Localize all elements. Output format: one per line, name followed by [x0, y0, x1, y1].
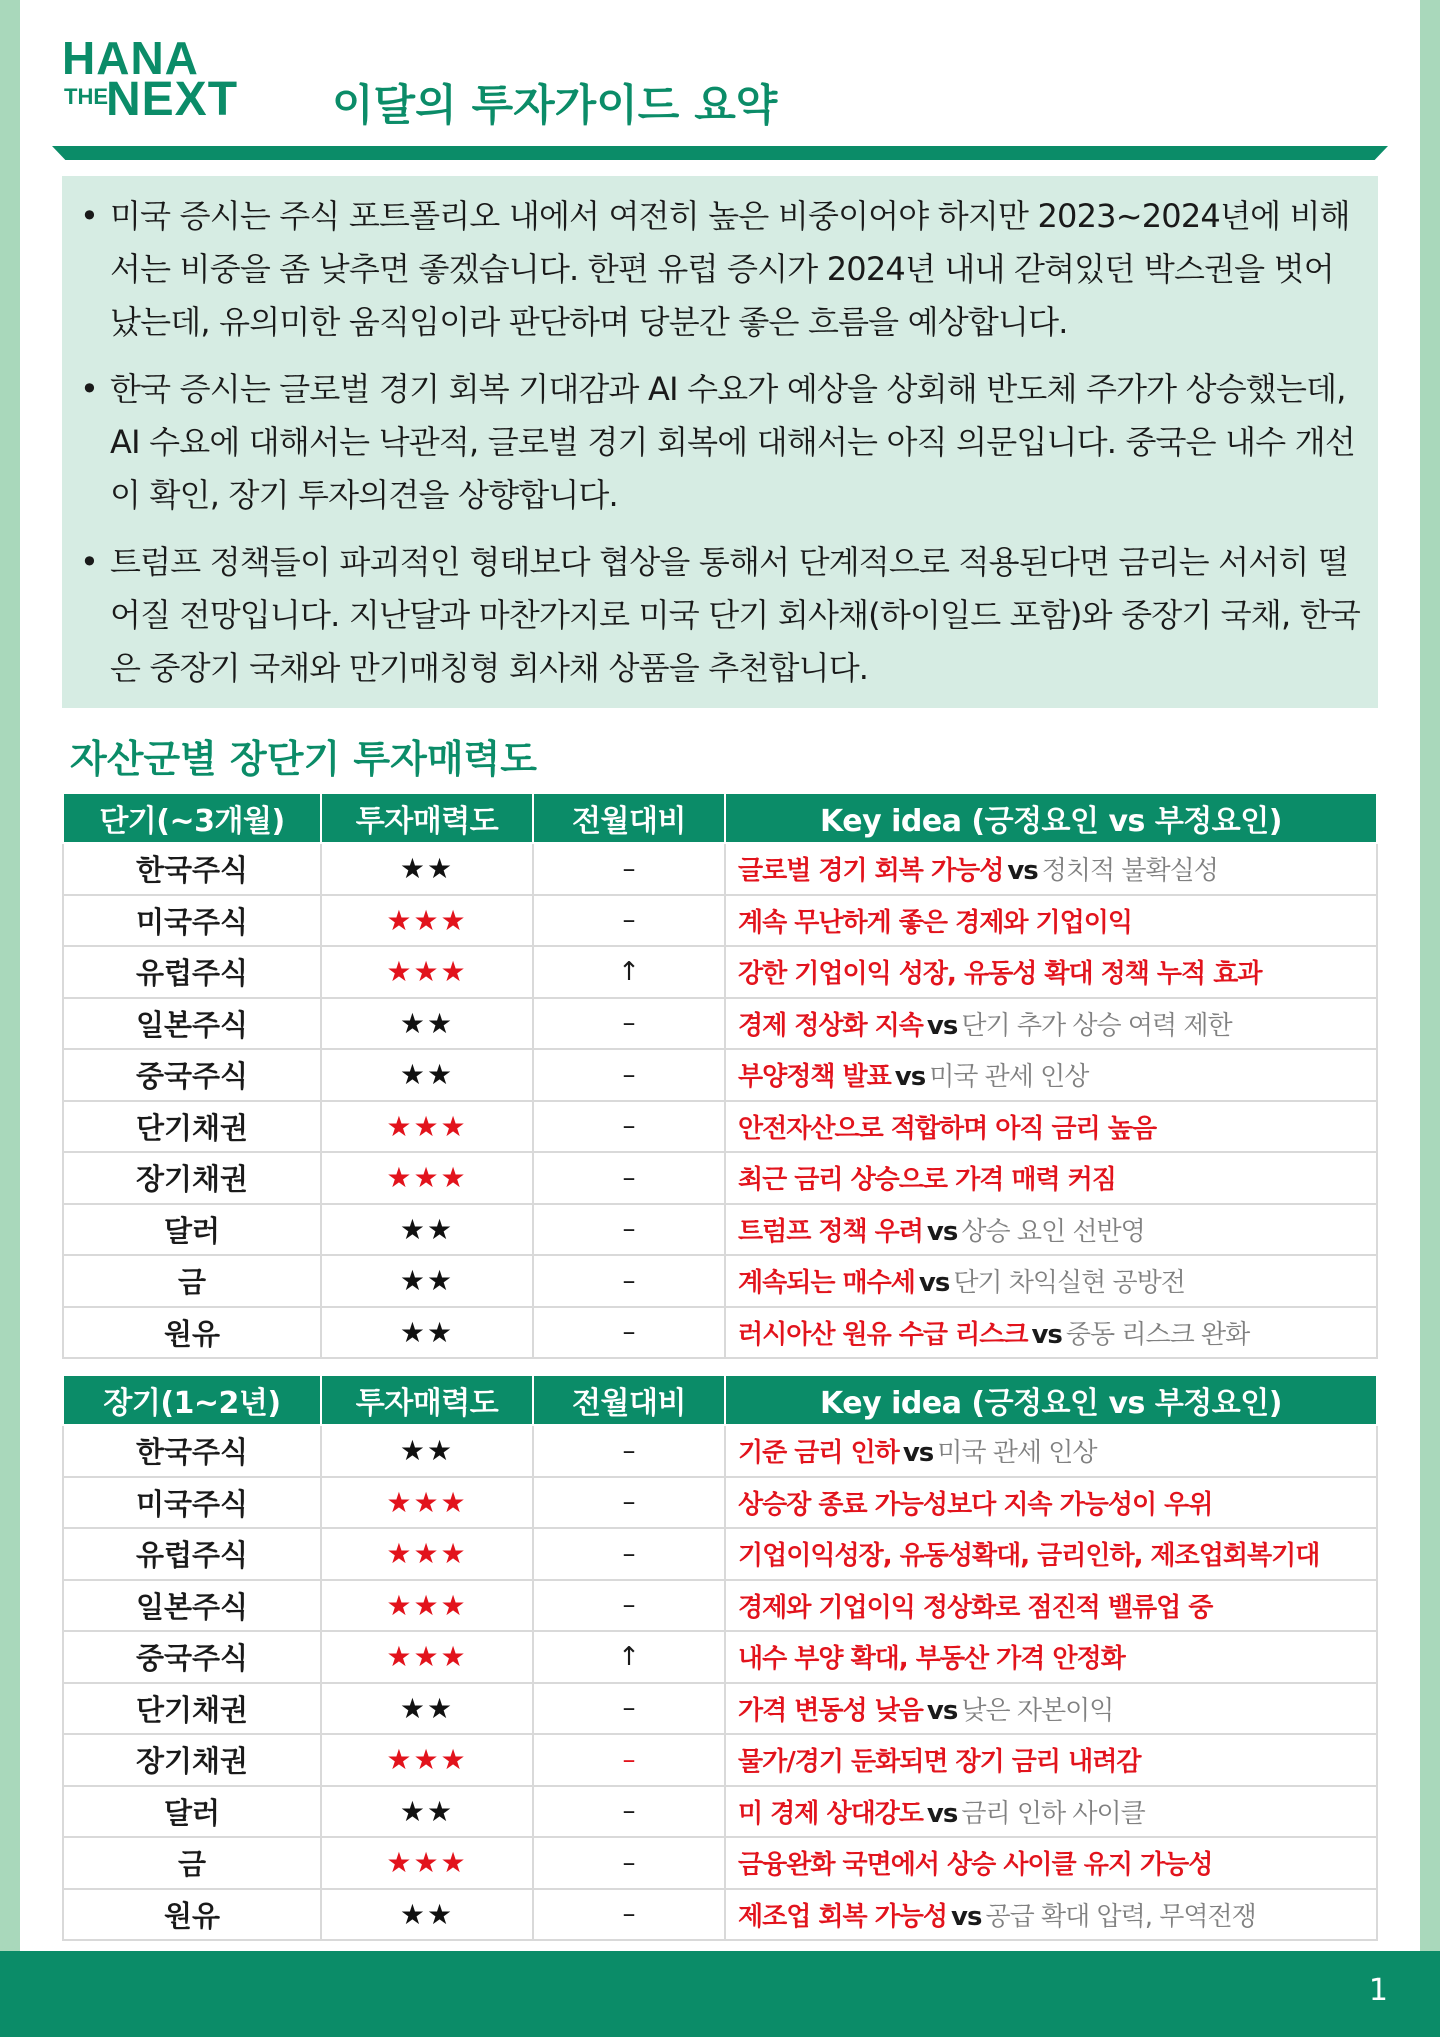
asset-name: 원유: [63, 1889, 321, 1941]
negative-factor: 금리 인하 사이클: [961, 1798, 1145, 1829]
versus-label: vs: [926, 1216, 958, 1247]
month-change: –: [533, 1528, 725, 1580]
month-change: –: [533, 1734, 725, 1786]
column-header-attractiveness: 투자매력도: [321, 793, 533, 843]
table-row: [63, 1837, 1377, 1889]
versus-label: vs: [951, 1901, 982, 1932]
negative-factor: 공급 확대 압력, 무역전쟁: [985, 1901, 1256, 1932]
column-header-key-idea: Key idea (긍정요인 vs 부정요인): [725, 1375, 1377, 1425]
versus-label: vs: [926, 1010, 958, 1041]
asset-name: 일본주식: [63, 998, 321, 1050]
asset-name: 중국주식: [63, 1049, 321, 1101]
table-header-row: [63, 793, 1377, 843]
asset-name: 장기채권: [63, 1152, 321, 1204]
rating-stars: ★★: [321, 1204, 533, 1256]
month-change: –: [533, 1425, 725, 1477]
rating-stars: ★★: [321, 1255, 533, 1307]
table-row: [63, 1631, 1377, 1683]
rating-stars: ★★: [321, 1889, 533, 1941]
month-change: –: [533, 1477, 725, 1529]
asset-name: 금: [63, 1255, 321, 1307]
table-row: [63, 946, 1377, 998]
month-change: –: [533, 1786, 725, 1838]
short-term-table: [62, 792, 1378, 1359]
asset-name: 한국주식: [63, 1425, 321, 1477]
asset-name: 단기채권: [63, 1683, 321, 1735]
month-change: ↑: [533, 1631, 725, 1683]
negative-factor: 미국 관세 인상: [937, 1438, 1097, 1469]
footer-bar: [0, 1951, 1440, 2037]
positive-factor: 계속 무난하게 좋은 경제와 기업이익: [738, 907, 1132, 938]
negative-factor: 단기 차익실현 공방전: [953, 1268, 1185, 1299]
versus-label: vs: [894, 1062, 926, 1093]
asset-name: 유럽주식: [63, 1528, 321, 1580]
asset-name: 장기채권: [63, 1734, 321, 1786]
table-header-row: [63, 1375, 1377, 1425]
key-idea: [725, 1152, 1377, 1204]
rating-stars: ★★★: [321, 1734, 533, 1786]
hana-the-next-logo: [62, 34, 277, 124]
positive-factor: 가격 변동성 낮음: [738, 1695, 923, 1726]
page-title: 이달의 투자가이드 요약: [332, 81, 778, 131]
table-row: [63, 1580, 1377, 1632]
key-idea: [725, 1683, 1377, 1735]
key-idea: [725, 1307, 1377, 1359]
versus-label: vs: [1031, 1319, 1062, 1350]
table-row: [63, 998, 1377, 1050]
positive-factor: 기업이익성장, 유동성확대, 금리인하, 제조업회복기대: [738, 1541, 1320, 1572]
negative-factor: 중동 리스크 완화: [1065, 1319, 1250, 1350]
column-header-change: 전월대비: [533, 793, 725, 843]
versus-label: vs: [926, 1798, 958, 1829]
key-idea: [725, 1255, 1377, 1307]
positive-factor: 부양정책 발표: [738, 1062, 891, 1093]
key-idea: [725, 998, 1377, 1050]
month-change: –: [533, 1101, 725, 1153]
table-row: [63, 1049, 1377, 1101]
rating-stars: ★★: [321, 1307, 533, 1359]
asset-name: 한국주식: [63, 843, 321, 895]
key-idea: [725, 895, 1377, 947]
long-term-table: [62, 1374, 1378, 1941]
asset-name: 원유: [63, 1307, 321, 1359]
key-idea: [725, 946, 1377, 998]
table-row: [63, 1528, 1377, 1580]
rating-stars: ★★★: [321, 1631, 533, 1683]
asset-name: 단기채권: [63, 1101, 321, 1153]
table-row: [63, 895, 1377, 947]
positive-factor: 경제와 기업이익 정상화로 점진적 밸류업 중: [738, 1592, 1213, 1623]
rating-stars: ★★: [321, 998, 533, 1050]
rating-stars: ★★★: [321, 1580, 533, 1632]
title-divider-bar: [52, 146, 1388, 160]
negative-factor: 정치적 불확실성: [1041, 856, 1218, 887]
summary-bullet: [74, 190, 1362, 349]
positive-factor: 기준 금리 인하: [738, 1438, 899, 1469]
asset-name: 일본주식: [63, 1580, 321, 1632]
bullet-dot-icon: •: [80, 543, 99, 581]
asset-name: 금: [63, 1837, 321, 1889]
versus-label: vs: [918, 1268, 950, 1299]
month-change: –: [533, 1307, 725, 1359]
negative-factor: 낮은 자본이익: [961, 1695, 1114, 1726]
rating-stars: ★★★: [321, 1528, 533, 1580]
month-change: –: [533, 998, 725, 1050]
asset-name: 미국주식: [63, 1477, 321, 1529]
table-row: [63, 1683, 1377, 1735]
negative-factor: 단기 추가 상승 여력 제한: [961, 1010, 1232, 1041]
positive-factor: 강한 기업이익 성장, 유동성 확대 정책 누적 효과: [738, 959, 1262, 990]
month-change: –: [533, 1889, 725, 1941]
asset-name: 달러: [63, 1786, 321, 1838]
positive-factor: 내수 부양 확대, 부동산 가격 안정화: [738, 1644, 1125, 1675]
positive-factor: 미 경제 상대강도: [738, 1798, 923, 1829]
key-idea: [725, 1528, 1377, 1580]
rating-stars: ★★: [321, 1683, 533, 1735]
rating-stars: ★★★: [321, 1152, 533, 1204]
summary-list: [74, 190, 1362, 695]
column-header-attractiveness: 투자매력도: [321, 1375, 533, 1425]
table-row: [63, 1425, 1377, 1477]
positive-factor: 글로벌 경기 회복 가능성: [738, 856, 1004, 887]
month-change: –: [533, 843, 725, 895]
page-number: 1: [1368, 1973, 1388, 2008]
key-idea: [725, 843, 1377, 895]
bullet-dot-icon: •: [80, 370, 99, 408]
key-idea: [725, 1889, 1377, 1941]
rating-stars: ★★★: [321, 1101, 533, 1153]
asset-name: 유럽주식: [63, 946, 321, 998]
logo-the: THE: [64, 84, 108, 109]
table-row: [63, 1786, 1377, 1838]
month-change: –: [533, 1204, 725, 1256]
column-header-key-idea: Key idea (긍정요인 vs 부정요인): [725, 793, 1377, 843]
negative-factor: 상승 요인 선반영: [961, 1216, 1145, 1247]
summary-panel: [62, 176, 1378, 708]
versus-label: vs: [926, 1695, 958, 1726]
rating-stars: ★★★: [321, 895, 533, 947]
rating-stars: ★★: [321, 1786, 533, 1838]
key-idea: [725, 1631, 1377, 1683]
table-row: [63, 1152, 1377, 1204]
key-idea: [725, 1477, 1377, 1529]
positive-factor: 상승장 종료 가능성보다 지속 가능성이 우위: [738, 1489, 1213, 1520]
versus-label: vs: [902, 1438, 934, 1469]
positive-factor: 트럼프 정책 우려: [738, 1216, 923, 1247]
summary-text: 한국 증시는 글로벌 경기 회복 기대감과 AI 수요가 예상을 상회해 반도체 주가가 상승했는데, AI 수요에 대해서는 낙관적, 글로벌 경기 회복에 대해서는 아직 의문입니다. 중국은 내수 개선이 확인, 장기 투자의견을 상향합니다.: [110, 370, 1355, 514]
key-idea: [725, 1101, 1377, 1153]
table-row: [63, 1734, 1377, 1786]
negative-factor: 미국 관세 인상: [929, 1062, 1089, 1093]
table-row: [63, 1307, 1377, 1359]
logo-hana: HANA: [62, 32, 199, 84]
table-row: [63, 843, 1377, 895]
month-change: –: [533, 1683, 725, 1735]
column-header-period: 장기(1~2년): [63, 1375, 321, 1425]
month-change: –: [533, 1580, 725, 1632]
table-row: [63, 1101, 1377, 1153]
positive-factor: 물가/경기 둔화되면 장기 금리 내려감: [738, 1747, 1141, 1778]
summary-bullet: [74, 536, 1362, 695]
positive-factor: 제조업 회복 가능성: [738, 1901, 948, 1932]
bullet-dot-icon: •: [80, 197, 99, 235]
table-row: [63, 1204, 1377, 1256]
logo-next: NEXT: [106, 73, 239, 126]
key-idea: [725, 1580, 1377, 1632]
asset-name: 미국주식: [63, 895, 321, 947]
key-idea: [725, 1425, 1377, 1477]
month-change: –: [533, 1255, 725, 1307]
positive-factor: 안전자산으로 적합하며 아직 금리 높음: [738, 1113, 1157, 1144]
rating-stars: ★★★: [321, 1477, 533, 1529]
column-header-change: 전월대비: [533, 1375, 725, 1425]
positive-factor: 계속되는 매수세: [738, 1268, 915, 1299]
rating-stars: ★★★: [321, 946, 533, 998]
key-idea: [725, 1734, 1377, 1786]
summary-text: 미국 증시는 주식 포트폴리오 내에서 여전히 높은 비중이어야 하지만 2023~2024년에 비해서는 비중을 좀 낮추면 좋겠습니다. 한편 유럽 증시가 2024년 내내 갇혀있던 박스권을 벗어났는데, 유의미한 움직임이라 판단하며 당분간 좋은 흐름을 예상합니다.: [110, 197, 1350, 341]
month-change: –: [533, 1837, 725, 1889]
asset-name: 중국주식: [63, 1631, 321, 1683]
table-row: [63, 1889, 1377, 1941]
table-row: [63, 1255, 1377, 1307]
section-title: 자산군별 장단기 투자매력도: [70, 737, 537, 781]
key-idea: [725, 1837, 1377, 1889]
table-row: [63, 1477, 1377, 1529]
key-idea: [725, 1049, 1377, 1101]
versus-label: vs: [1007, 856, 1038, 887]
month-change: ↑: [533, 946, 725, 998]
summary-bullet: [74, 363, 1362, 522]
positive-factor: 러시아산 원유 수급 리스크: [738, 1319, 1028, 1350]
asset-name: 달러: [63, 1204, 321, 1256]
positive-factor: 금융완화 국면에서 상승 사이클 유지 가능성: [738, 1850, 1213, 1881]
key-idea: [725, 1204, 1377, 1256]
month-change: –: [533, 1152, 725, 1204]
positive-factor: 최근 금리 상승으로 가격 매력 커짐: [738, 1165, 1116, 1196]
key-idea: [725, 1786, 1377, 1838]
positive-factor: 경제 정상화 지속: [738, 1010, 923, 1041]
rating-stars: ★★: [321, 843, 533, 895]
rating-stars: ★★: [321, 1049, 533, 1101]
month-change: –: [533, 895, 725, 947]
column-header-period: 단기(~3개월): [63, 793, 321, 843]
rating-stars: ★★★: [321, 1837, 533, 1889]
summary-text: 트럼프 정책들이 파괴적인 형태보다 협상을 통해서 단계적으로 적용된다면 금리는 서서히 떨어질 전망입니다. 지난달과 마찬가지로 미국 단기 회사채(하이일드 포함)와 중장기 국채, 한국은 중장기 국채와 만기매칭형 회사채 상품을 추천합니다.: [110, 543, 1360, 687]
rating-stars: ★★: [321, 1425, 533, 1477]
month-change: –: [533, 1049, 725, 1101]
